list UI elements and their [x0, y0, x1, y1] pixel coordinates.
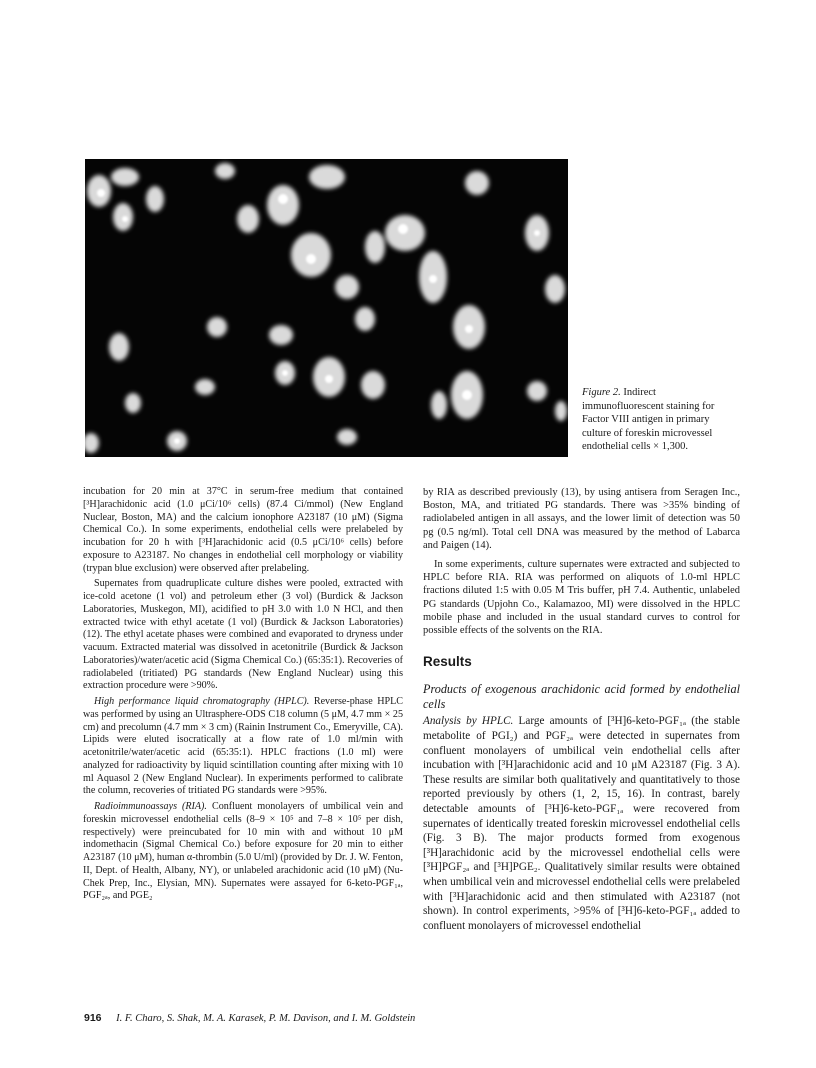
paragraph-text: Reverse-phase HPLC was performed by using an Ultrasphere-ODS C18 column (5 μM, 4.7 mm × 25 cm) and precolumn (4.7 mm × 3 cm) (Rainin Instrument Co., Emeryville, CA). Lipids were eluted isocratically at a flow rate of 1.0 ml/min with acetonitrile/water/acetic acid (65:35:1). HPLC fractions (1.0 ml) were analyzed for radioactivity by liquid scintillation counting after mixing with 10 ml Aquasol 2 (New England Nuclear). In experiments performed to calibrate the column, recoveries of tritiated PG standards were >95%. — [83, 696, 404, 797]
page-number: 916 — [84, 1012, 102, 1024]
paragraph-text: Large amounts of [³H]6-keto-PGF₁ₐ (the stable metabolite of PGI₂) and PGF₂ₐ were detected in supernates from confluent monolayers of umbilical vein endothelial cells after incubation with [³H]arachidonic acid and 10 μM A23187 (Fig. 3 A). These results are similar both qualitatively and quantitatively to those reported previously by others (1, 2, 15, 16). In contrast, barely detectable amounts of [³H]6-keto-PGF₁ₐ were recovered from supernates of identically treated foreskin microvessel endothelial cells (Fig. 3 B). The major products formed from exogenous [³H]arachidonic acid by the microvessel endothelial cells were [³H]PGF₂ₐ and [³H]PGE₂. Qualitatively similar results were obtained when umbilical vein and microvessel endothelial cells were prelabeled with [³H]arachidonic acid and then stimulated with A23187 (not shown). In control experiments, >95% of [³H]6-keto-PGF₁ₐ added to confluent monolayers of microvessel endothelial — [423, 715, 740, 932]
paragraph-text: Confluent monolayers of umbilical vein and foreskin microvessel endothelial cells (8–9 × 10⁵ and 7–8 × 10⁵ per dish, respectively) were preincubated for 10 min with and without 10 μM indomethacin (Sigmal Chemical Co.) before exposure for 20 min to either A23187 (10 μM), human α-thrombin (5.0 U/ml) (provided by Dr. J. W. Fenton, II, Dept. of Health, Albany, NY), or unlabeled arachidonic acid (10 μM) (Nu-Chek Prep, Inc., Elysian, MN). Supernates were assayed for 6-keto-PGF₁ₐ, PGF₂ₐ, and PGE₂ — [83, 801, 403, 902]
subsection-heading: Analysis by HPLC. — [423, 715, 514, 728]
paragraph: incubation for 20 min at 37°C in serum-free medium that contained [³H]arachidonic acid (1.0 μCi/10⁶ cells) (87.4 Ci/mmol) (New England Nuclear, Boston, MA) and the calcium ionophore A23187 (10 μM) (Sigma Chemical Co.). In some experiments, endothelial cells were prelabeled by incubation for 20 h with [³H]arachidonic acid (0.5 μCi/10⁶ cells) before exposure to A23187. No changes in endothelial cell morphology or viability (trypan blue exclusion) were observed after prelabeling. — [83, 486, 403, 574]
figure-caption — [582, 386, 732, 454]
figure-caption-text: Indirect immunofluorescent staining for Factor VIII antigen in primary culture of foreskin microvessel endothelial cells × 1,300. — [582, 387, 715, 453]
subsection-heading: High performance liquid chromatography (HPLC). — [94, 696, 310, 707]
section-title: Products of exogenous arachidonic acid formed by endothelial cells — [423, 682, 740, 712]
running-authors: I. F. Charo, S. Shak, M. A. Karasek, P. M. Davison, and I. M. Goldstein — [116, 1013, 416, 1024]
right-column — [423, 486, 740, 933]
subsection-heading: Radioimmunoassays (RIA). — [94, 801, 207, 812]
immunofluorescence-micrograph — [85, 159, 568, 457]
paragraph — [423, 714, 740, 933]
paragraph: In some experiments, culture supernates were extracted and subjected to HPLC before RIA. RIA was performed on aliquots of 1.0-ml HPLC fractions diluted 1:5 with 0.05 M Tris buffer, pH 7.4. Authentic, unlabeled PG standards (Upjohn Co., Kalamazoo, MI) were dissolved in the HPLC mobile phase and included in the usual standard curves to control for possible effects of the solvents on the RIA. — [423, 559, 740, 637]
paragraph: by RIA as described previously (13), by using antisera from Seragen Inc., Boston, MA, and tritiated PG standards. There was >35% binding of radiolabeled antigen in all assays, and the lower limit of detection was 50 pg (0.5 ng/ml). Total cell DNA was measured by the method of Labarca and Paigen (14). — [423, 487, 740, 551]
left-column — [83, 486, 403, 903]
figure-label: Figure 2. — [582, 387, 621, 398]
paragraph — [83, 801, 403, 903]
paragraph: Supernates from quadruplicate culture dishes were pooled, extracted with ice-cold acetone (1 vol) and petroleum ether (3 vol) (Burdick & Jackson Laboratories, Muskegon, MI), acidified to pH 3.0 with 1.0 N HCl, and then extracted twice with ethyl acetate (1 vol) (Burdick & Jackson Laboratories) (12). The ethyl acetate phases were combined and evaporated to dryness under vacuum. Extracted material was dissolved in acetonitrile (Burdick & Jackson Laboratories)/water/acetic acid (Sigma Chemical Co.) (65:35:1). Recoveries of radiolabeled (tritiated) PG standards (New England Nuclear) using this extraction procedure were >90%. — [83, 578, 403, 692]
paragraph — [83, 696, 403, 798]
micrograph-image — [85, 159, 568, 457]
results-heading: Results — [423, 654, 472, 670]
page-footer — [84, 1012, 704, 1024]
